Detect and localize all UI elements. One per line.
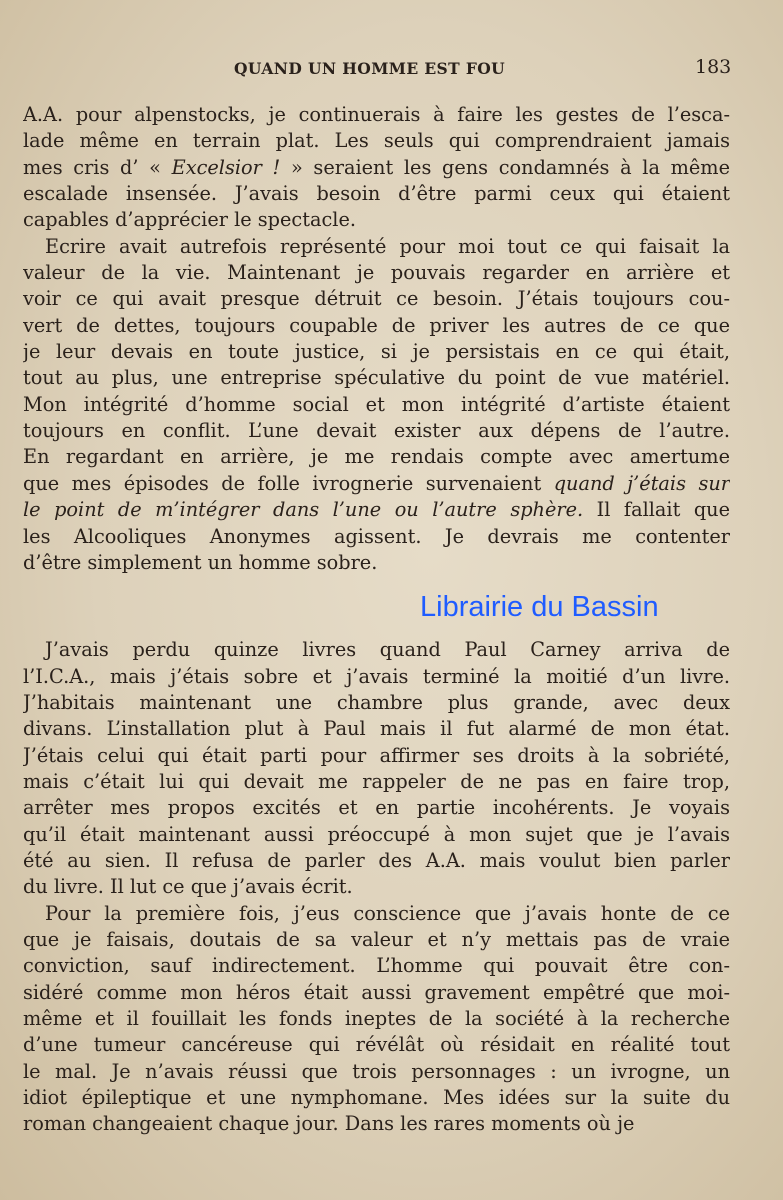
text-line	[23, 953, 730, 979]
text-line	[23, 365, 730, 391]
text-line	[23, 927, 730, 953]
text-line	[23, 497, 730, 523]
text-line	[23, 637, 730, 663]
text-run: J’étais celui qui était parti pour affirmer ses droits à la sobriété,	[23, 743, 730, 767]
text-run: En regardant en arrière, je me rendais compte avec amertume	[23, 445, 730, 469]
text-run: d’être simplement un homme sobre.	[23, 550, 378, 574]
text-line	[23, 874, 730, 900]
text-run: mais c’était lui qui devait me rappeler de ne pas en faire trop,	[23, 769, 730, 793]
text-line	[23, 418, 730, 444]
text-run: vert de dettes, toujours coupable de priver les autres de ce que	[23, 313, 730, 337]
text-run: » seraient les gens condamnés à la même	[280, 155, 730, 179]
text-line	[23, 260, 730, 286]
text-run: A.A. pour alpenstocks, je continuerais à faire les gestes de l’esca-	[23, 103, 730, 126]
text-run: le mal. Je n’avais réussi que trois personnages : un ivrogne, un	[23, 1059, 730, 1083]
italic-text: quand j’étais sur	[553, 471, 730, 495]
text-run: tout au plus, une entreprise spéculative du point de vue matériel.	[23, 366, 730, 390]
page-number: 183	[695, 56, 732, 78]
text-line	[23, 1059, 730, 1085]
text-run: que mes épisodes de folle ivrognerie survenaient	[23, 471, 554, 495]
text-line	[23, 1006, 730, 1032]
text-run: idiot épileptique et une nymphomane. Mes idées sur la suite du	[23, 1086, 730, 1110]
text-line	[23, 743, 730, 769]
text-run: valeur de la vie. Maintenant je pouvais regarder en arrière et	[23, 261, 730, 285]
text-line	[23, 313, 730, 339]
text-line	[23, 664, 730, 690]
text-run: roman changeaient chaque jour. Dans les rares moments où je	[23, 1112, 635, 1136]
text-run: même et il fouillait les fonds ineptes de la société à la recherche	[23, 1007, 730, 1030]
text-line	[23, 716, 730, 742]
text-run: escalade insensée. J’avais besoin d’être parmi ceux qui étaient	[23, 182, 730, 206]
text-run: l’I.C.A., mais j’étais sobre et j’avais terminé la moitié d’un livre.	[23, 664, 730, 688]
text-line	[23, 471, 730, 497]
text-line	[23, 550, 730, 576]
text-run: lade même en terrain plat. Les seuls qui comprendraient jamais	[23, 129, 730, 153]
text-line	[23, 234, 730, 260]
text-line	[23, 769, 730, 795]
text-line	[23, 444, 730, 470]
text-run: Pour la première fois, j’eus conscience que j’avais honte de ce	[45, 901, 730, 925]
paragraph	[23, 102, 730, 234]
text-run: voir ce qui avait presque détruit ce besoin. J’étais toujours cou-	[23, 287, 730, 311]
text-line	[23, 339, 730, 365]
text-run: je leur devais en toute justice, si je persistais en ce qui était,	[23, 340, 730, 364]
text-run: divans. L’installation plut à Paul mais il fut alarmé de mon état.	[23, 717, 730, 741]
text-run: arrêter mes propos excités et en partie incohérents. Je voyais	[23, 796, 730, 820]
text-run: mes cris d’ «	[23, 155, 172, 179]
text-run: J’habitais maintenant une chambre plus grande, avec deux	[23, 690, 730, 714]
paragraph	[23, 234, 730, 576]
text-run: été au sien. Il refusa de parler des A.A. mais voulut bien parler	[23, 848, 730, 872]
italic-text: le point de m’intégrer dans l’une ou l’autre sphère.	[23, 498, 584, 522]
text-run: Ecrire avait autrefois représenté pour moi tout ce qui faisait la	[45, 234, 730, 258]
text-line	[23, 690, 730, 716]
text-line	[23, 1032, 730, 1058]
text-run: toujours en conflit. L’une devait exister aux dépens de l’autre.	[23, 419, 730, 443]
running-title: QUAND UN HOMME EST FOU	[234, 59, 506, 78]
text-line	[23, 102, 730, 128]
watermark: Librairie du Bassin	[420, 591, 659, 624]
text-line	[23, 392, 730, 418]
text-run: conviction, sauf indirectement. L’homme qui pouvait être con-	[23, 954, 730, 978]
text-run: les Alcooliques Anonymes agissent. Je devrais me contenter	[23, 524, 730, 548]
paragraph	[23, 637, 730, 900]
text-line	[23, 795, 730, 821]
text-line	[23, 181, 730, 207]
text-line	[23, 1111, 730, 1137]
text-line	[23, 128, 730, 154]
text-run: qu’il était maintenant aussi préoccupé à mon sujet que je l’avais	[23, 822, 730, 846]
page-body	[23, 102, 730, 1138]
text-line	[23, 286, 730, 312]
text-run: du livre. Il lut ce que j’avais écrit.	[23, 875, 353, 899]
page-header	[0, 56, 783, 82]
text-run: que je faisais, doutais de sa valeur et n’y mettais pas de vraie	[23, 927, 730, 951]
text-line	[23, 1085, 730, 1111]
text-run: capables d’apprécier le spectacle.	[23, 208, 356, 232]
section-break	[23, 576, 730, 637]
text-line	[23, 524, 730, 550]
text-line	[23, 848, 730, 874]
text-line	[23, 980, 730, 1006]
text-line	[23, 155, 730, 181]
text-line	[23, 207, 730, 233]
text-run: J’avais perdu quinze livres quand Paul Carney arriva de	[45, 638, 730, 662]
text-run: sidéré comme mon héros était aussi gravement empêtré que moi-	[23, 980, 730, 1004]
text-line	[23, 822, 730, 848]
text-run: Il fallait que	[583, 498, 730, 522]
italic-text: Excelsior !	[171, 155, 281, 179]
text-run: Mon intégrité d’homme social et mon intégrité d’artiste étaient	[23, 392, 730, 416]
paragraph	[23, 901, 730, 1138]
text-run: d’une tumeur cancéreuse qui révélât où résidait en réalité tout	[23, 1033, 730, 1057]
text-line	[23, 901, 730, 927]
